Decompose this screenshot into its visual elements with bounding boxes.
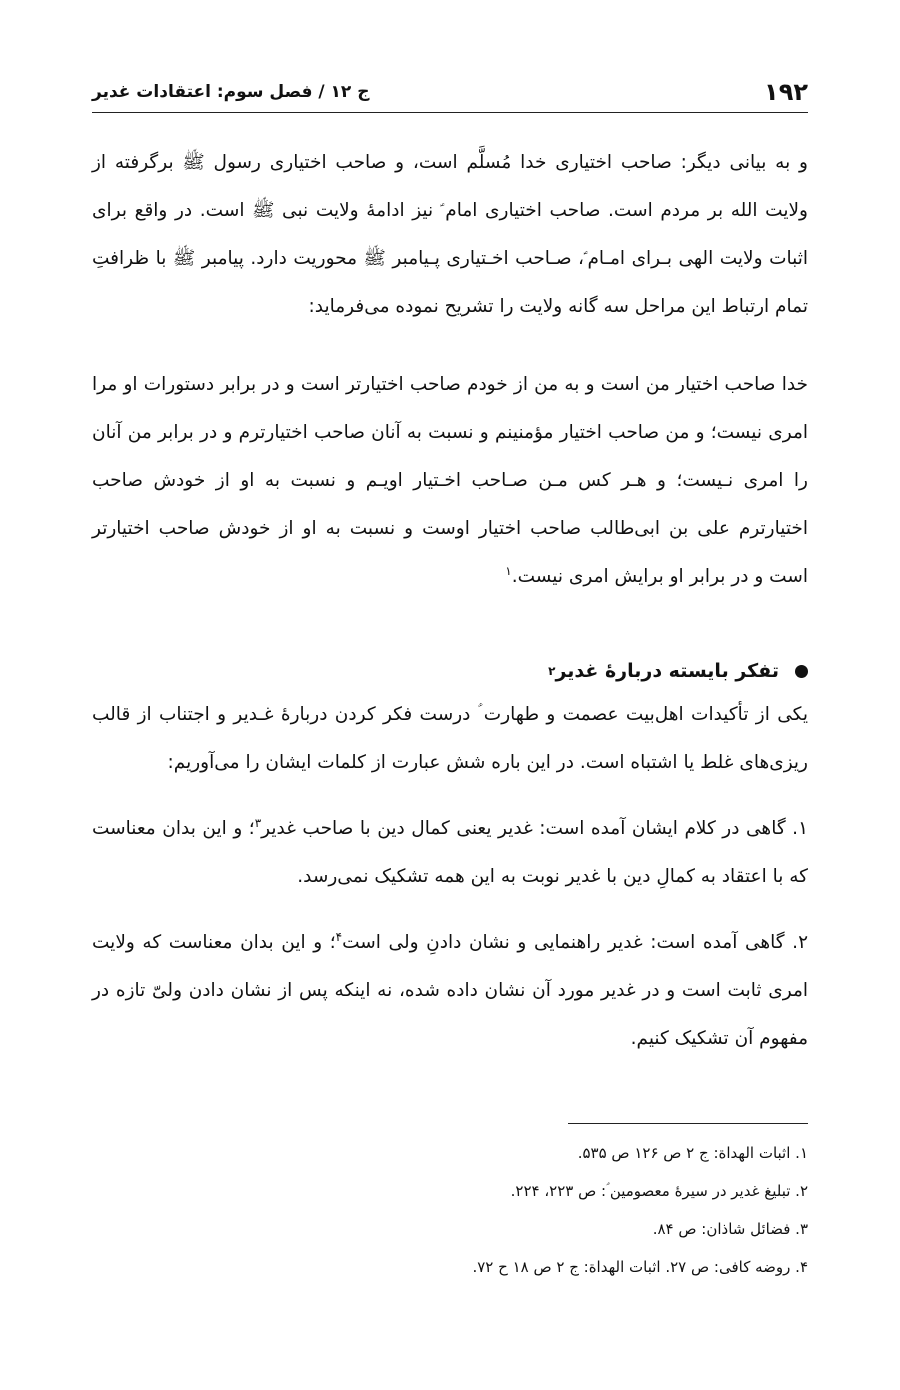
footnote-item: ۴. روضه کافی: ص ۲۷. اثبات الهداة: ج ۲ ص ۱۸ ح ۷۲. [472, 1258, 808, 1276]
footnote-ref-3[interactable]: ۳ [254, 815, 262, 830]
hadith-quote [92, 361, 808, 601]
quote-text: خدا صاحب اختیار من است و به من از خودم صاحب اختیارتر است و در برابر دستورات او مرا امری نیست؛ و من صاحب اختیار مؤمنینم و نسبت به آنان صاحب اختیارترم و در برابر من آنان را امری نـیست؛ و هـر کس مـن صـاحب اخـتیار اویـم و نسبت به او از خودش صاحب اختیارترم علی بن ابی‌طالب صاحب اختیار اوست و نسبت به او از خودش صاحب اختیارتر است و در برابر او برایش امری نیست. [92, 374, 808, 587]
list-item-text [92, 919, 808, 1063]
footnote-ref-1[interactable]: ۱ [505, 563, 512, 578]
running-header [92, 60, 808, 113]
item-1-after: ؛ و این بدان معناست که با اعتقاد به کمالِ دین با غدیر نوبت به این همه تشکیک نمی‌رسد. [92, 818, 808, 887]
footnote-item: ۱. اثبات الهداة: ج ۲ ص ۱۲۶ ص ۵۳۵. [577, 1144, 808, 1162]
list-item [92, 919, 808, 1063]
section-heading: تفکر بایسته دربارهٔ غدیر ۲ [92, 651, 808, 691]
list-item-text [92, 805, 808, 901]
bullet-icon [795, 665, 808, 678]
section-intro [92, 691, 808, 787]
intro-paragraph-text: و به بیانی دیگر: صاحب اختیاری خدا مُسلَّم است، و صاحب اختیاری رسول ﷺ برگرفته از ولایت الله بر مردم است. صاحب اختیاری امام ؑ نیز ادامهٔ ولایت نبی ﷺ است. در واقع برای اثبات ولایت الهی بـرای امـام ؑ، صـاحب اخـتیاری پـیامبر ﷺ محوریت دارد. پیامبر ﷺ با ظرافتِ تمام ارتباط این مراحل سه گانه ولایت را تشریح نموده می‌فرماید: [92, 152, 808, 317]
running-title: ج ۱۲ / فصل سوم: اعتقادات غدیر [92, 82, 370, 102]
page-number: ۱۹۲ [764, 78, 808, 106]
book-page [92, 60, 808, 1286]
quote-paragraph [92, 361, 808, 601]
footnote-ref-4[interactable]: ۴ [335, 929, 343, 944]
section-heading-text: تفکر بایسته دربارهٔ غدیر [555, 660, 779, 682]
footnotes [92, 1134, 808, 1286]
item-1-before: ۱. گاهی در کلام ایشان آمده است: غدیر یعنی کمال دین با صاحب غدیر [261, 818, 808, 839]
item-2-before: ۲. گاهی آمده است: غدیر راهنمایی و نشان دادنِ ولی است [342, 932, 808, 953]
section-intro-text: یکی از تأکیدات اهل‌بیت عصمت و طهارت ؑ درست فکر کردن دربارهٔ غـدیر و اجتناب از قالب ریزی‌های غلط یا اشتباه است. در این باره شش عبارت از کلمات ایشان را می‌آوریم: [92, 704, 808, 773]
footnote-item: ۳. فضائل شاذان: ص ۸۴. [652, 1220, 808, 1238]
footnote-item: ۲. تبلیغ غدیر در سیرهٔ معصومین ؑ: ص ۲۲۳، ۲۲۴. [510, 1182, 808, 1200]
intro-paragraph [92, 139, 808, 331]
list-item [92, 805, 808, 901]
footnote-divider [568, 1123, 808, 1124]
item-2-after: ؛ و این بدان معناست که ولایت امری ثابت است و در غدیر مورد آن نشان داده شده، نه اینکه پس از نشان دادن ولیّ تازه در مفهوم آن تشکیک کنیم. [92, 932, 808, 1049]
